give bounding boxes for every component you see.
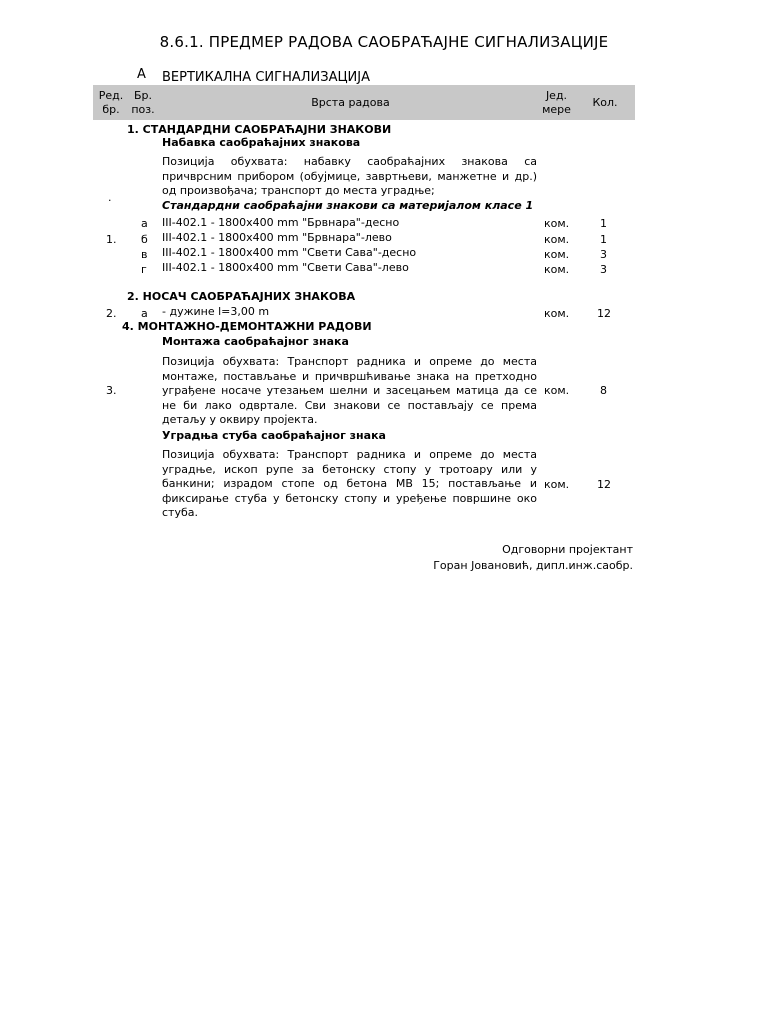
item-unit: ком. [544, 217, 570, 230]
item-unit: ком. [544, 248, 570, 261]
row-number-2: 2. [106, 307, 117, 320]
header-red-label: Ред. [98, 89, 124, 102]
group4-title: 4. МОНТАЖНО-ДЕМОНТАЖНИ РАДОВИ [122, 320, 372, 333]
group1-description: Позиција обухвата: набавку саобраћајних знакова са причврсним прибором (обујмице, завртњеви, манжетне и др.) од произвођача; транспорт до места уградње; [162, 155, 537, 197]
group1-title: 1. СТАНДАРДНИ САОБРАЋАЈНИ ЗНАКОВИ [127, 123, 392, 136]
header-br-label: бр. [102, 103, 120, 116]
signature-role: Одговорни пројектант [502, 543, 633, 556]
item-unit: ком. [544, 384, 570, 397]
row-number-3: 3. [106, 384, 117, 397]
item-unit: ком. [544, 307, 570, 320]
item-qty: 1 [600, 233, 607, 246]
group1-italic-note: Стандардни саобраћајни знакови са материјалом класе 1 [162, 199, 534, 212]
item-letter: в [141, 248, 148, 261]
item-letter: а [141, 307, 148, 320]
item-text: III-402.1 - 1800x400 mm "Свети Сава"-десно [162, 246, 417, 259]
table-header [93, 85, 635, 120]
section-title: ВЕРТИКАЛНА СИГНАЛИЗАЦИЈА [162, 70, 371, 85]
item-qty: 8 [600, 384, 607, 397]
item-qty: 12 [597, 478, 611, 491]
item-text: III-402.1 - 1800x400 mm "Свети Сава"-лево [162, 261, 409, 274]
signature-name: Горан Јовановић, дипл.инж.саобр. [433, 559, 633, 572]
section-letter: А [137, 67, 146, 82]
header-mere-label: мере [542, 103, 571, 116]
item-qty: 3 [600, 248, 607, 261]
row-number-1: 1. [106, 233, 117, 246]
group1-dot: . [108, 191, 112, 204]
item-qty: 3 [600, 263, 607, 276]
group2-title: 2. НОСАЧ САОБРАЋАЈНИХ ЗНАКОВА [127, 290, 356, 303]
group4-subtitle-1: Монтажа саобраћајног знака [162, 335, 349, 348]
group4-description-2: Позиција обухвата: Транспорт радника и опреме до места уградње, ископ рупе за бетонску стопу у тротоару или у банкини; израдом стопе од бетона МВ 15; постављање и фиксирање стуба у бетонску стопу и уређење површине око стуба. [162, 448, 537, 519]
header-kol: Кол. [592, 96, 618, 109]
item-unit: ком. [544, 478, 570, 491]
item-unit: ком. [544, 233, 570, 246]
item-unit: ком. [544, 263, 570, 276]
item-text: III-402.1 - 1800x400 mm "Брвнара"-лево [162, 231, 392, 244]
group4-description-1: Позиција обухвата: Транспорт радника и опреме до места монтаже, постављање и причвршћивање знака на претходно уграђене носаче утезањем шелни и засецањем матица да се не би лако одвртале. Сви знакови се постављају се према детаљу у оквиру пројекта. [162, 355, 537, 426]
group1-subtitle: Набавка саобраћајних знакова [162, 136, 361, 149]
header-poz-label: поз. [131, 103, 155, 116]
item-text: - дужине l=3,00 m [162, 305, 270, 318]
item-qty: 12 [597, 307, 611, 320]
header-jed-label: Јед. [545, 89, 568, 102]
header-red-br [93, 89, 129, 117]
item-letter: а [141, 217, 148, 230]
header-vrsta-radova: Врста радова [311, 96, 390, 109]
item-letter: г [141, 263, 147, 276]
header-jed-mere [535, 89, 578, 117]
page-title: 8.6.1. ПРЕДМЕР РАДОВА САОБРАЋАЈНЕ СИГНАЛИЗАЦИЈЕ [159, 33, 609, 51]
header-br-label: Бр. [133, 89, 153, 102]
header-br-poz [130, 89, 156, 117]
item-qty: 1 [600, 217, 607, 230]
group4-subtitle-2: Уградња стуба саобраћајног знака [162, 429, 386, 442]
item-letter: б [141, 233, 148, 246]
item-text: III-402.1 - 1800x400 mm "Брвнара"-десно [162, 216, 400, 229]
